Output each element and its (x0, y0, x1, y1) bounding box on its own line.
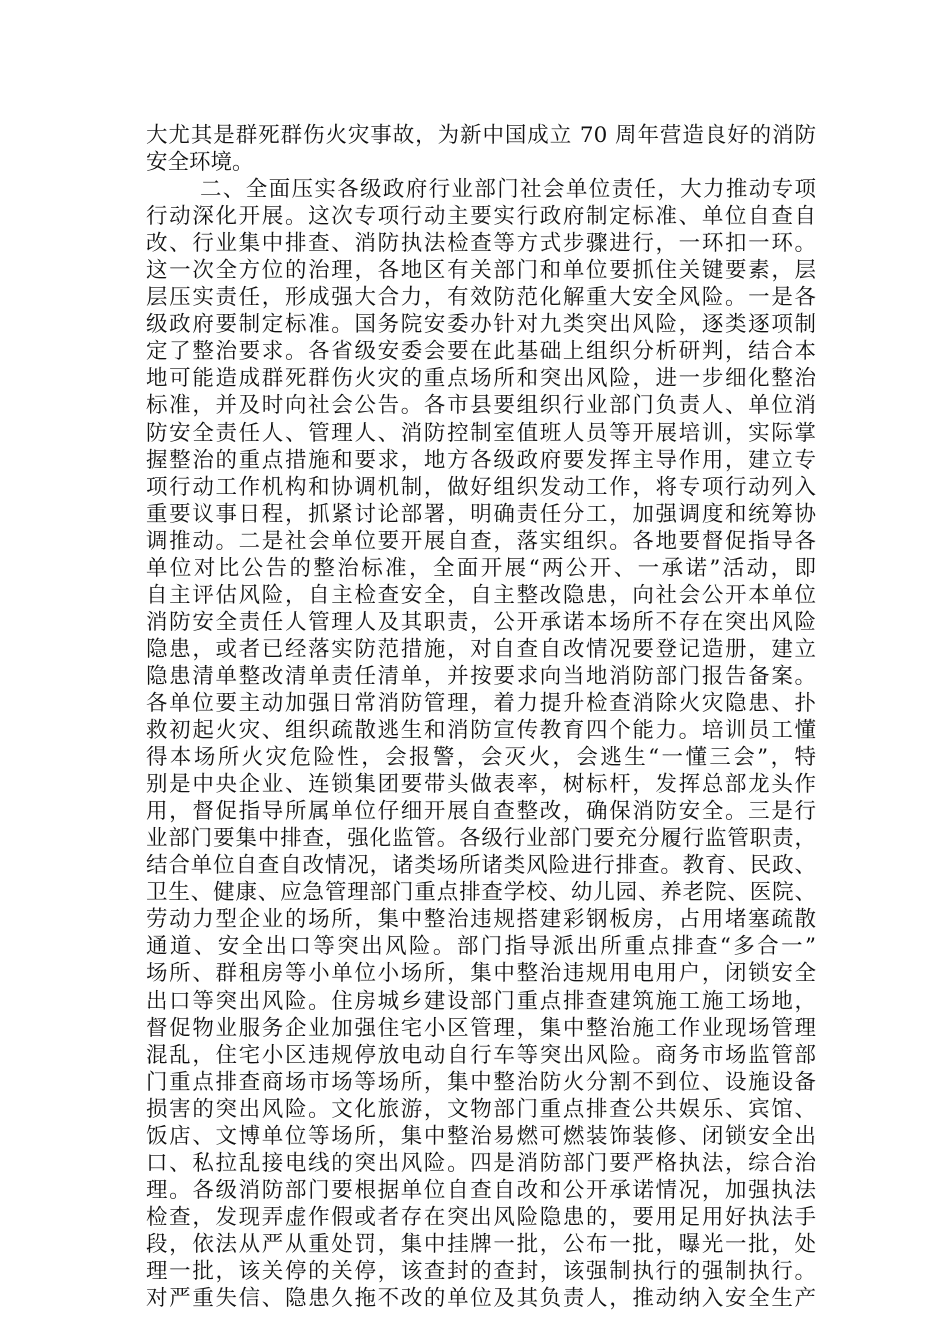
text-line: 得本场所火灾危险性，会报警，会灭火，会逃生“一懂三会”，特 (146, 745, 816, 771)
text-line: 场所、群租房等小单位小场所，集中整治违规用电用户，闭锁安全 (146, 961, 816, 987)
text-line: 自主评估风险，自主检查安全，自主整改隐患，向社会公开本单位 (146, 582, 816, 608)
text-line: 段，依法从严从重处罚，集中挂牌一批，公布一批，曝光一批，处 (146, 1231, 816, 1257)
text-line: 救初起火灾、组织疏散逃生和消防宣传教育四个能力。培训员工懂 (146, 718, 816, 744)
text-line: 防安全责任人、管理人、消防控制室值班人员等开展培训，实际掌 (146, 420, 816, 446)
text-line: 级政府要制定标准。国务院安委办针对九类突出风险，逐类逐项制 (146, 312, 816, 338)
text-line: 对严重失信、隐患久拖不改的单位及其负责人，推动纳入安全生产 (146, 1286, 816, 1312)
text-line: 口、私拉乱接电线的突出风险。四是消防部门要严格执法，综合治 (146, 1150, 816, 1176)
text-line: 别是中央企业、连锁集团要带头做表率，树标杆，发挥总部龙头作 (146, 772, 816, 798)
text-line: 安全环境。 (146, 150, 254, 176)
text-line: 大尤其是群死群伤火灾事故，为新中国成立 70 周年营造良好的消防 (146, 123, 816, 148)
text-line: 损害的突出风险。文化旅游，文物部门重点排查公共娱乐、宾馆、 (146, 1096, 816, 1122)
text-line: 理一批，该关停的关停，该查封的查封，该强制执行的强制执行。 (146, 1258, 816, 1284)
text-line: 项行动工作机构和协调机制，做好组织发动工作，将专项行动列入 (146, 474, 816, 500)
text-line: 握整治的重点措施和要求，地方各级政府要发挥主导作用，建立专 (146, 447, 816, 473)
text-line: 结合单位自查自改情况，诸类场所诸类风险进行排查。教育、民政、 (146, 853, 816, 879)
text-line: 重要议事日程，抓紧讨论部署，明确责任分工，加强调度和统筹协 (146, 501, 816, 527)
text-line: 业部门要集中排查，强化监管。各级行业部门要充分履行监管职责， (146, 826, 816, 852)
text-line: 劳动力型企业的场所，集中整治违规搭建彩钢板房，占用堵塞疏散 (146, 907, 816, 933)
text-line: 卫生、健康、应急管理部门重点排查学校、幼儿园、养老院、医院、 (146, 880, 816, 906)
paragraph-first-line: 二、全面压实各级政府行业部门社会单位责任，大力推动专项 (200, 177, 816, 203)
text-line: 改、行业集中排查、消防执法检查等方式步骤进行，一环扣一环。 (146, 231, 816, 257)
text-line: 隐患，或者已经落实防范措施，对自查自改情况要登记造册，建立 (146, 636, 816, 662)
text-line: 检查，发现弄虚作假或者存在突出风险隐患的，要用足用好执法手 (146, 1204, 816, 1230)
text-line: 消防安全责任人管理人及其职责，公开承诺本场所不存在突出风险 (146, 609, 816, 635)
text-line: 门重点排查商场市场等场所，集中整治防火分割不到位、设施设备 (146, 1069, 816, 1095)
text-line: 出口等突出风险。住房城乡建设部门重点排查建筑施工施工场地， (146, 988, 816, 1014)
text-line: 理。各级消防部门要根据单位自查自改和公开承诺情况，加强执法 (146, 1177, 816, 1203)
text-line: 标准，并及时向社会公告。各市县要组织行业部门负责人、单位消 (146, 393, 816, 419)
text-line: 这一次全方位的治理，各地区有关部门和单位要抓住关键要素，层 (146, 258, 816, 284)
text-line: 各单位要主动加强日常消防管理，着力提升检查消除火灾隐患、扑 (146, 690, 816, 716)
text-line: 督促物业服务企业加强住宅小区管理，集中整治施工作业现场管理 (146, 1015, 816, 1041)
text-line: 地可能造成群死群伤火灾的重点场所和突出风险，进一步细化整治 (146, 366, 816, 392)
text-line: 层压实责任，形成强大合力，有效防范化解重大安全风险。一是各 (146, 285, 816, 311)
text-line: 通道、安全出口等突出风险。部门指导派出所重点排查“多合一” (146, 934, 816, 960)
text-line: 隐患清单整改清单责任清单，并按要求向当地消防部门报告备案。 (146, 663, 816, 689)
text-line: 调推动。二是社会单位要开展自查，落实组织。各地要督促指导各 (146, 528, 816, 554)
text-line: 用，督促指导所属单位仔细开展自查整改，确保消防安全。三是行 (146, 799, 816, 825)
text-line: 饭店、文博单位等场所，集中整治易燃可燃装饰装修、闭锁安全出 (146, 1123, 816, 1149)
text-line: 单位对比公告的整治标准，全面开展“两公开、一承诺”活动，即 (146, 555, 816, 581)
text-line: 混乱，住宅小区违规停放电动自行车等突出风险。商务市场监管部 (146, 1042, 816, 1068)
text-line: 定了整治要求。各省级安委会要在此基础上组织分析研判，结合本 (146, 339, 816, 365)
text-line: 行动深化开展。这次专项行动主要实行政府制定标准、单位自查自 (146, 204, 816, 230)
body-text (146, 122, 816, 1312)
